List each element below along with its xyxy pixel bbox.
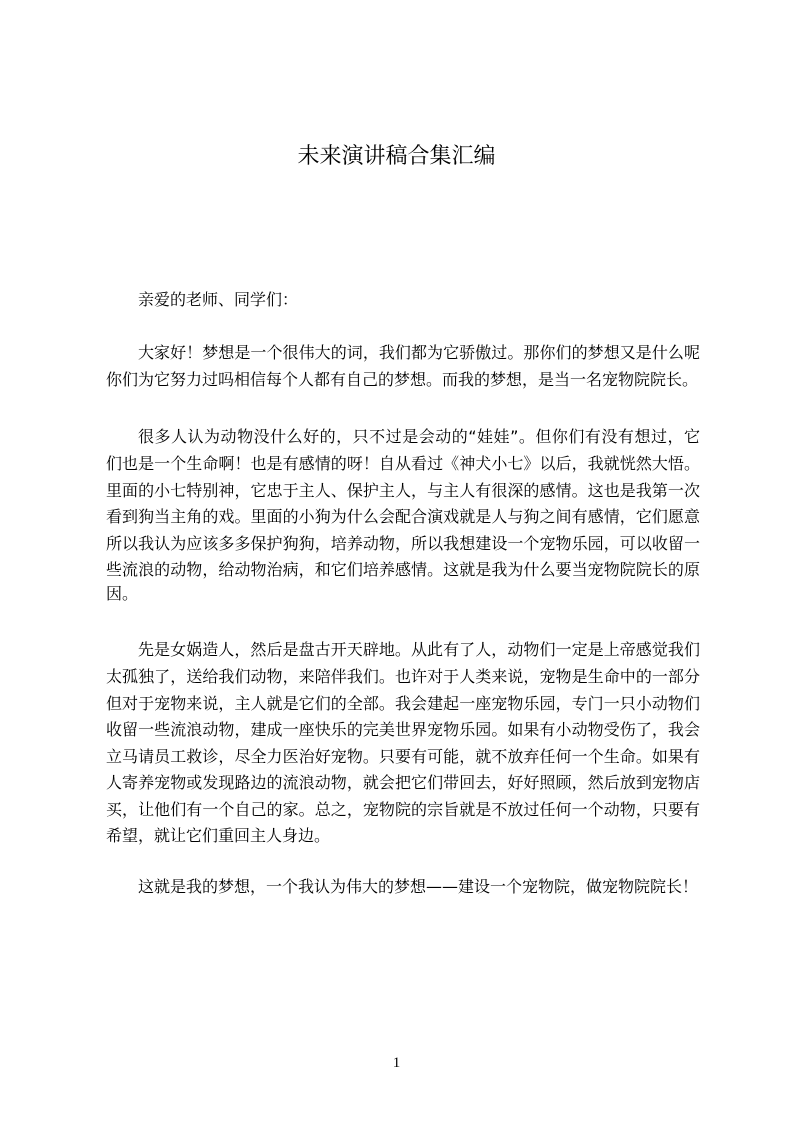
- paragraph-line: 太孤独了，送给我们动物，来陪伴我们。也许对于人类来说，宠物是生命中的一部分: [106, 667, 700, 686]
- paragraph-line: 所以我认为应该多多保护狗狗，培养动物，所以我想建设一个宠物乐园，可以收留一: [106, 534, 700, 553]
- closing-line: 这就是我的梦想，一个我认为伟大的梦想——建设一个宠物院，做宠物院院长！: [138, 877, 699, 896]
- salutation: 亲爱的老师、同学们：: [138, 290, 299, 309]
- paragraph-line: 大家好！梦想是一个很伟大的词，我们都为它骄傲过。那你们的梦想又是什么呢: [138, 343, 700, 362]
- paragraph-line: 们也是一个生命啊！也是有感情的呀！自从看过《神犬小七》以后，我就恍然大悟。: [106, 454, 700, 473]
- paragraph-line: 买，让他们有一个自己的家。总之，宠物院的宗旨就是不放过任何一个动物，只要有: [106, 800, 700, 819]
- paragraph-line: 收留一些流浪动物，建成一座快乐的完美世界宠物乐园。如果有小动物受伤了，我会: [106, 720, 700, 739]
- document-title: 未来演讲稿合集汇编: [297, 144, 496, 169]
- paragraph-line: 人寄养宠物或发现路边的流浪动物，就会把它们带回去，好好照顾，然后放到宠物店: [106, 773, 700, 792]
- paragraph-line: 立马请员工救诊，尽全力医治好宠物。只要有可能，就不放弃任何一个生命。如果有: [106, 747, 700, 766]
- paragraph-line: 希望，就让它们重回主人身边。: [106, 826, 331, 845]
- page-number: 1: [392, 1055, 401, 1071]
- paragraph-line: 看到狗当主角的戏。里面的小狗为什么会配合演戏就是人与狗之间有感情，它们愿意: [106, 507, 700, 526]
- paragraph-line: 你们为它努力过吗相信每个人都有自己的梦想。而我的梦想，是当一名宠物院院长。: [106, 370, 699, 389]
- paragraph-line: 里面的小七特别神，它忠于主人、保护主人，与主人有很深的感情。这也是我第一次: [106, 481, 700, 500]
- paragraph-line: 因。: [106, 584, 139, 603]
- paragraph-line: 些流浪的动物，给动物治病，和它们培养感情。这就是我为什么要当宠物院院长的原: [106, 560, 700, 579]
- paragraph-line: 先是女娲造人，然后是盘古开天辟地。从此有了人，动物们一定是上帝感觉我们: [138, 640, 700, 659]
- paragraph-line: 但对于宠物来说，主人就是它们的全部。我会建起一座宠物乐园，专门一只小动物们: [106, 694, 700, 713]
- paragraph-line: 很多人认为动物没什么好的，只不过是会动的“娃娃”。但你们有没有想过，它: [138, 427, 700, 446]
